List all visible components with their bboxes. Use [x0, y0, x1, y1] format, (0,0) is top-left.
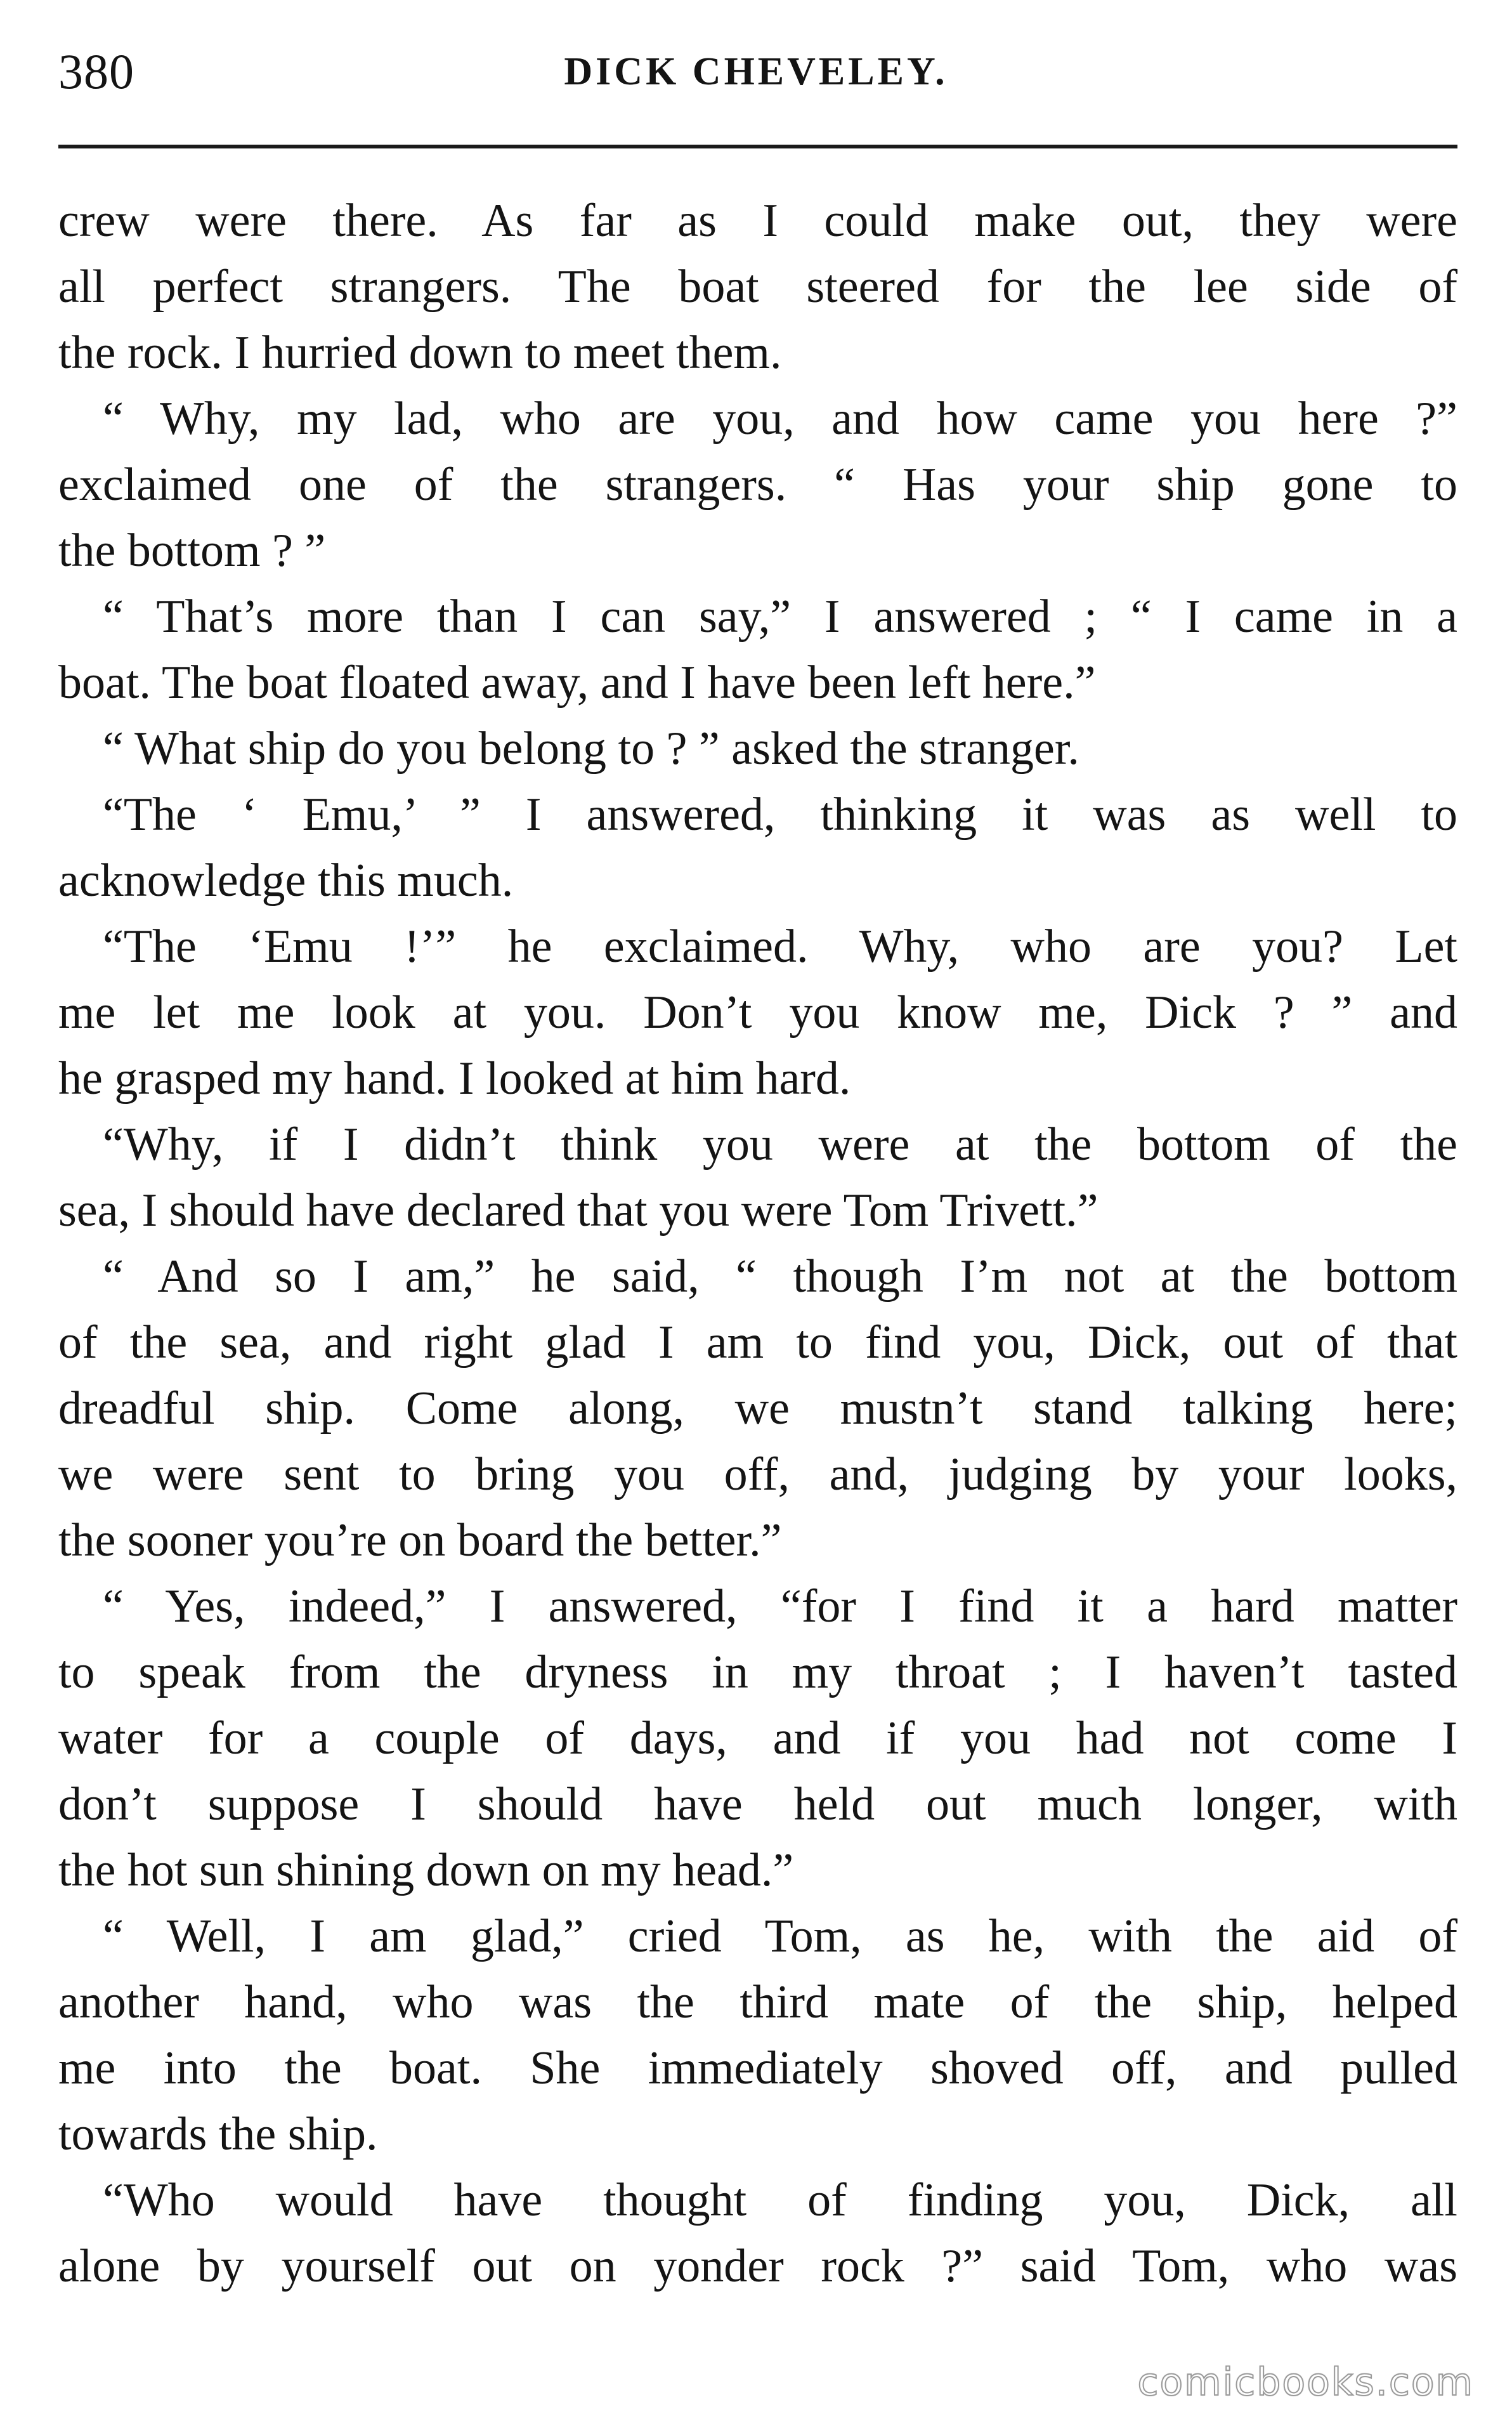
- text-line: boat. The boat floated away, and I have been left here.”: [58, 657, 1096, 709]
- text-line: towards the ship.: [58, 2108, 378, 2160]
- text-line: exclaimed one of the strangers. “ Has your ship gone to: [58, 459, 1457, 511]
- text-line: “ What ship do you belong to ? ” asked the stranger.: [103, 723, 1079, 775]
- text-line: the sooner you’re on board the better.”: [58, 1514, 782, 1566]
- text-line: water for a couple of days, and if you had not come I: [58, 1712, 1457, 1764]
- text-line: the rock. I hurried down to meet them.: [58, 327, 782, 379]
- watermark: comicbooks.com: [1137, 2360, 1474, 2405]
- text-line: dreadful ship. Come along, we mustn’t stand talking here;: [58, 1382, 1457, 1434]
- text-line: “ Why, my lad, who are you, and how came you here ?”: [103, 393, 1457, 445]
- text-line: me let me look at you. Don’t you know me, Dick ? ” and: [58, 987, 1457, 1039]
- text-line: don’t suppose I should have held out much longer, with: [58, 1778, 1457, 1830]
- text-line: all perfect strangers. The boat steered for the lee side of: [58, 261, 1457, 313]
- text-line: crew were there. As far as I could make out, they were: [58, 195, 1457, 247]
- text-line: “ Well, I am glad,” cried Tom, as he, with the aid of: [103, 1910, 1457, 1962]
- text-line: we were sent to bring you off, and, judging by your looks,: [58, 1448, 1457, 1500]
- text-line: acknowledge this much.: [58, 855, 514, 907]
- text-line: another hand, who was the third mate of the ship, helped: [58, 1976, 1457, 2028]
- text-line: “ That’s more than I can say,” I answered ; “ I came in a: [103, 591, 1457, 643]
- text-line: “Who would have thought of finding you, Dick, all: [103, 2174, 1457, 2226]
- header-rule: [58, 145, 1457, 148]
- text-line: the bottom ? ”: [58, 525, 326, 577]
- text-line: alone by yourself out on yonder rock ?” said Tom, who was: [58, 2240, 1457, 2292]
- text-line: he grasped my hand. I looked at him hard.: [58, 1053, 851, 1105]
- text-line: “Why, if I didn’t think you were at the bottom of the: [103, 1119, 1457, 1171]
- text-line: “The ‘Emu !’” he exclaimed. Why, who are you? Let: [103, 921, 1457, 973]
- body-text: [58, 188, 1457, 2299]
- text-line: of the sea, and right glad I am to find you, Dick, out of that: [58, 1316, 1457, 1368]
- page-number: 380: [58, 44, 134, 99]
- text-line: “ Yes, indeed,” I answered, “for I find it a hard matter: [103, 1580, 1457, 1632]
- text-line: “The ‘ Emu,’ ” I answered, thinking it was as well to: [103, 789, 1457, 841]
- running-head-title: DICK CHEVELEY.: [564, 50, 948, 93]
- text-line: to speak from the dryness in my throat ; I haven’t tasted: [58, 1646, 1457, 1698]
- text-line: sea, I should have declared that you were Tom Trivett.”: [58, 1184, 1098, 1237]
- text-line: me into the boat. She immediately shoved off, and pulled: [58, 2042, 1457, 2094]
- text-line: the hot sun shining down on my head.”: [58, 1844, 794, 1896]
- text-line: “ And so I am,” he said, “ though I’m not at the bottom: [103, 1250, 1457, 1302]
- page-header: [58, 37, 1454, 113]
